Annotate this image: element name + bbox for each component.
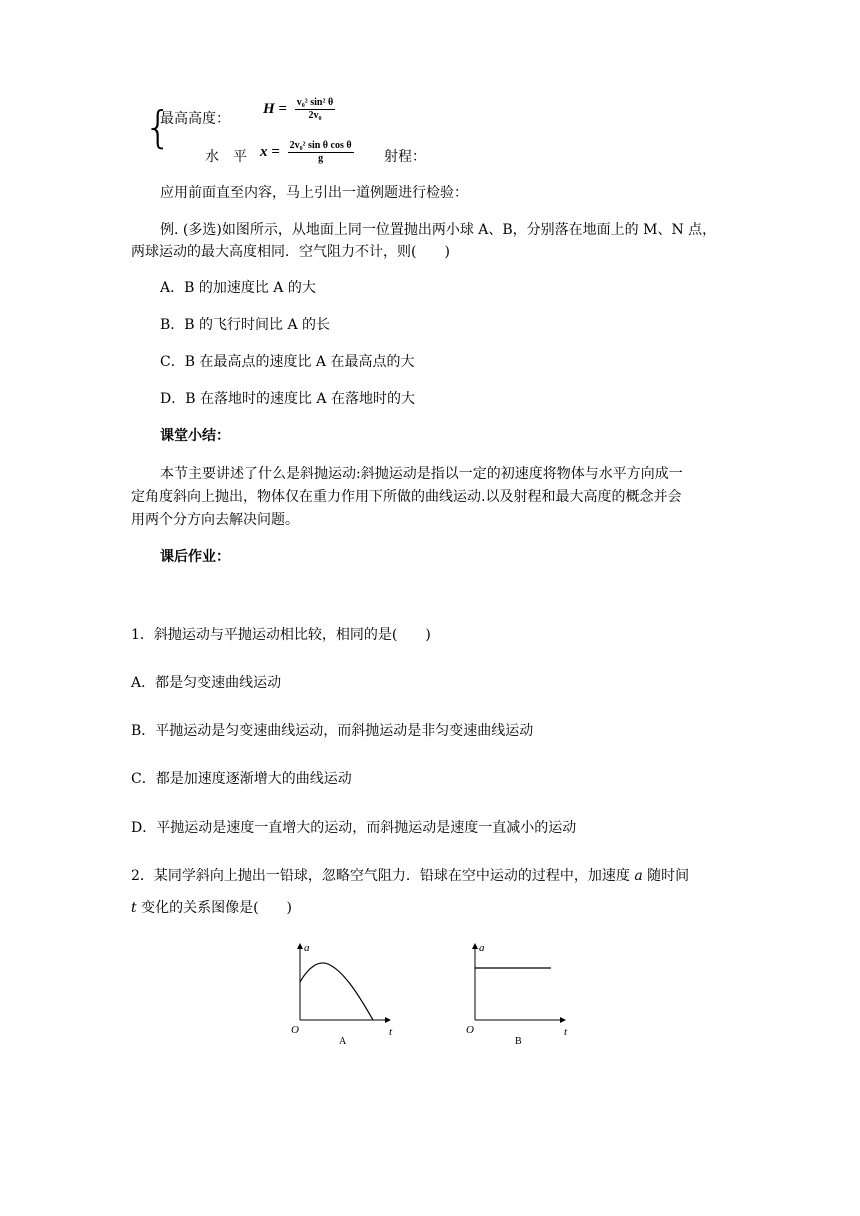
q1-stem: 1．斜抛运动与平抛运动相比较，相同的是( ) — [131, 627, 431, 643]
q1-option-d: D．平抛运动是速度一直增大的运动，而斜抛运动是速度一直减小的运动 — [131, 820, 577, 836]
q2-stem-post: 随时间 — [642, 868, 690, 884]
graph-a-xlabel: t — [389, 1026, 393, 1038]
graph-b-caption: B — [515, 1036, 522, 1047]
max-height-formula — [263, 97, 339, 122]
example-line-2: 两球运动的最大高度相同．空气阻力不计，则( ) — [131, 244, 450, 260]
max-height-fraction — [295, 97, 335, 122]
q2-stem-line-1 — [131, 865, 689, 885]
range-prefix: 水 平 — [205, 149, 247, 165]
graph-a-curve — [300, 963, 373, 1020]
q2-var-a: a — [634, 868, 643, 884]
range-lhs: x = — [260, 143, 280, 160]
example-line-1: 例. (多选)如图所示，从地面上同一位置抛出两小球 A、B，分别落在地面上的 M、N 点， — [160, 222, 717, 238]
graph-a-origin: O — [291, 1024, 299, 1036]
example-option-b: B．B 的飞行时间比 A 的长 — [160, 317, 331, 333]
range-denominator: g — [318, 153, 324, 164]
example-option-a: A．B 的加速度比 A 的大 — [160, 280, 316, 296]
max-height-denominator: 2v₀ — [308, 110, 322, 121]
range-suffix: 射程： — [384, 149, 426, 165]
max-height-lhs: H = — [263, 100, 287, 117]
homework-heading: 课后作业： — [160, 549, 230, 565]
graph-b-ylabel: a — [479, 942, 485, 954]
graph-b-xlabel: t — [564, 1026, 568, 1038]
max-height-numerator: v₀² sin² θ — [296, 97, 334, 108]
example-option-d: D．B 在落地时的速度比 A 在落地时的大 — [160, 391, 415, 407]
left-brace: { — [144, 102, 172, 153]
graph-a-caption: A — [339, 1036, 347, 1047]
max-height-label: 最高高度： — [160, 111, 230, 127]
range-numerator: 2v₀² sin θ cos θ — [289, 140, 352, 151]
q1-option-b: B．平抛运动是匀变速曲线运动，而斜抛运动是非匀变速曲线运动 — [131, 723, 534, 739]
example-option-c: C．B 在最高点的速度比 A 在最高点的大 — [160, 354, 415, 370]
summary-line-2: 定角度斜向上抛出，物体仅在重力作用下所做的曲线运动.以及射程和最大高度的概念并会 — [131, 489, 682, 505]
graph-b — [459, 938, 579, 1050]
range-fraction — [288, 140, 354, 165]
q2-stem2-post: 变化的关系图像是( ) — [136, 900, 293, 916]
q1-option-c: C．都是加速度逐渐增大的曲线运动 — [131, 771, 352, 787]
summary-line-1: 本节主要讲述了什么是斜抛运动:斜抛运动是指以一定的初速度将物体与水平方向成一 — [160, 466, 683, 482]
graph-a — [284, 938, 404, 1050]
range-formula — [260, 140, 358, 165]
q2-var-t: t — [131, 900, 137, 916]
graph-a-ylabel: a — [304, 942, 310, 954]
summary-line-3: 用两个分方向去解决问题。 — [131, 512, 299, 528]
intro-text: 应用前面直至内容，马上引出一道例题进行检验： — [160, 185, 468, 201]
summary-heading: 课堂小结： — [160, 428, 230, 444]
q2-stem-pre: 2．某同学斜向上抛出一铅球，忽略空气阻力．铅球在空中运动的过程中，加速度 — [131, 868, 635, 884]
q2-stem-line-2 — [131, 897, 292, 917]
graph-b-origin: O — [466, 1024, 474, 1036]
q1-option-a: A．都是匀变速曲线运动 — [131, 675, 282, 691]
